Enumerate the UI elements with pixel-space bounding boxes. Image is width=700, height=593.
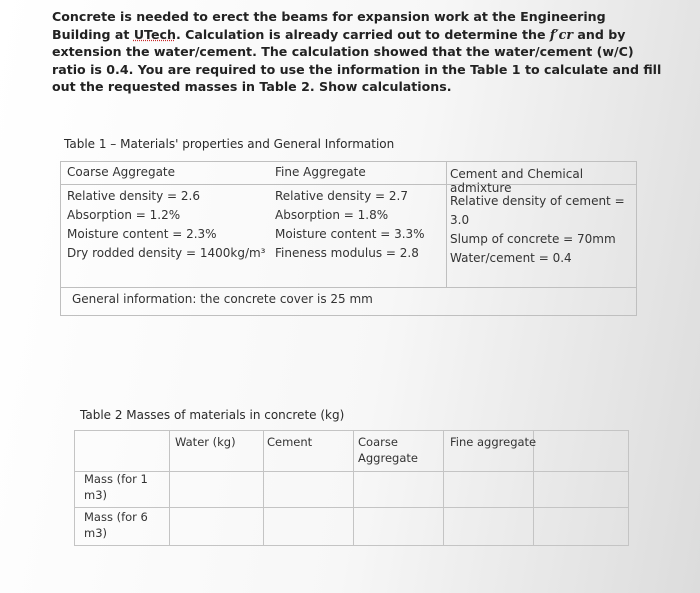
table2-col-divider [169,431,170,545]
fine-relative-density: Relative density = 2.7 [275,189,408,203]
table1-header-cement: Cement and Chemical admixture [450,167,584,195]
table1-header-coarse: Coarse Aggregate [67,165,176,179]
water-cement-ratio: Water/cement = 0.4 [450,251,572,265]
table2-col-divider [353,431,354,545]
coarse-dry-rodded-density: Dry rodded density = 1400kg/m³ [67,246,266,260]
table1-divider [446,162,447,287]
table2-col-divider [263,431,264,545]
table2-header-cement: Cement [267,435,313,449]
table2-caption: Table 2 Masses of materials in concrete (kg) [80,408,345,422]
table2-header-coarse: Coarse Aggregate [358,435,418,465]
coarse-absorption: Absorption = 1.2% [67,208,181,222]
table2-row-1m3: Mass (for 1 m3) [84,472,148,502]
table2-row-divider [75,471,628,472]
table1-coarse-column [67,187,265,263]
table2 [74,430,629,546]
fine-absorption: Absorption = 1.8% [275,208,389,222]
intro-part3: and by extension the water/cement. The calculation showed that the water/cement (w/C) ratio is 0.4. You are required to use the information in the Table 1 to calculate and fill out the requested masses in Table 2. Show calculations. [52,26,662,94]
table1-header-fine: Fine Aggregate [275,165,366,179]
problem-statement [52,8,662,96]
intro-part1: Concrete is needed to erect the beams for expansion work at the Engineering Building at [52,9,606,42]
table1 [60,161,637,316]
coarse-relative-density: Relative density = 2.6 [67,189,200,203]
table2-header-fine: Fine aggregate [450,435,537,449]
table1-cement-column [450,192,636,268]
fcr-symbol: f′cr [549,26,573,42]
slump: Slump of concrete = 70mm [450,232,616,246]
table2-row-6m3: Mass (for 6 m3) [84,510,148,540]
utech-term: UTech [133,26,176,42]
fine-moisture: Moisture content = 3.3% [275,227,425,241]
fine-fineness-modulus: Fineness modulus = 2.8 [275,246,419,260]
table2-row-divider [75,507,628,508]
table1-caption: Table 1 – Materials' properties and General Information [64,137,395,151]
coarse-moisture: Moisture content = 2.3% [67,227,217,241]
table1-general-info: General information: the concrete cover is 25 mm [72,292,373,306]
cement-relative-density: Relative density of cement = 3.0 [450,194,625,227]
table2-header-water: Water (kg) [175,435,236,449]
table2-col-divider [443,431,444,545]
table1-fine-column [275,187,425,263]
table1-general-divider [61,287,636,288]
intro-part2: . Calculation is already carried out to determine the [175,26,550,42]
